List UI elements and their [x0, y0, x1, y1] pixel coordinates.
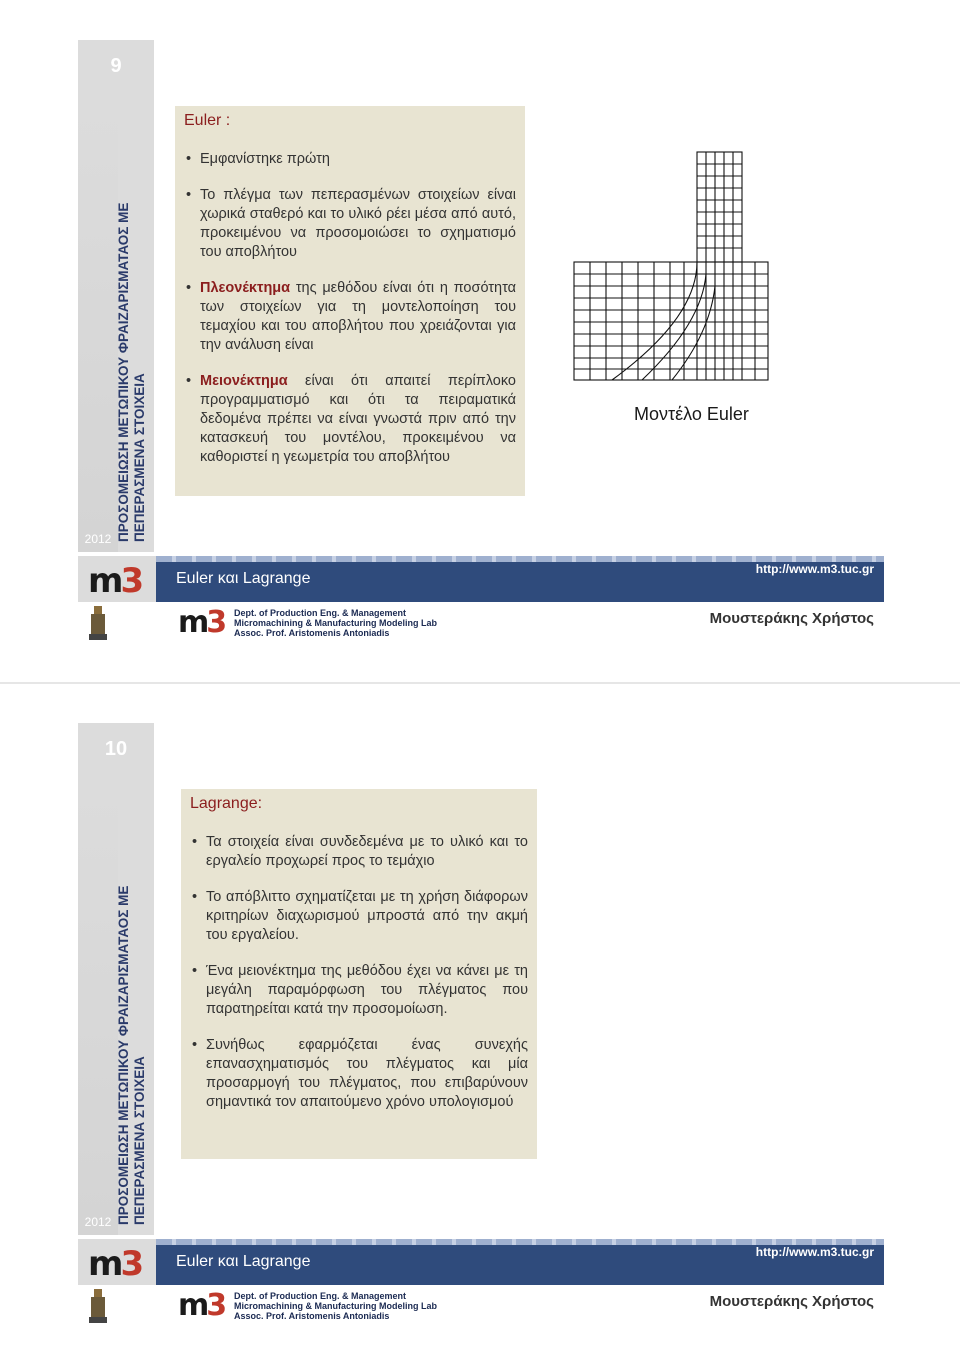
sidebar	[78, 92, 154, 552]
slide-number: 10	[78, 723, 154, 775]
box-title: Lagrange:	[190, 795, 263, 812]
year-label: 2012	[84, 532, 112, 546]
disadvantage-label: Μειονέκτημα	[200, 373, 288, 389]
statue-icon	[88, 604, 108, 640]
footer-credits	[78, 602, 884, 644]
m3-logo: m3	[78, 556, 156, 602]
course-title: ΠΡΟΣΟΜΕΙΩΣΗ ΜΕΤΩΠΙΚΟΥ ΦΡΑΙΖΑΡΙΣΜΑΤΑΟΣ ΜΕ ΠΕΠΕΡΑΣΜΕΝΑ ΣΤΟΙΧΕΙΑ	[116, 202, 147, 542]
footer-bar	[78, 1239, 884, 1285]
bullet-item: • Πλεονέκτημα της μεθόδου είναι ότι η ποσότητα των στοιχείων για τη μοντελοποίηση του τεμαχίου και του αποβλήτου που χρειάζονται για την ανάλυση είναι	[178, 279, 516, 355]
lab-info: Dept. of Production Eng. & Management Micromachining & Manufacturing Modeling Lab Assoc. Prof. Aristomenis Antoniadis	[234, 608, 438, 638]
euler-bullets	[178, 150, 516, 484]
box-title: Euler :	[184, 112, 231, 129]
footer-credits	[78, 1285, 884, 1327]
bullet-item: • Το πλέγμα των πεπερασμένων στοιχείων είναι χωρικά σταθερό και το υλικό ρέει μέσα από αυτό, προκειμένου να προσομοιώσει το σχηματισμό του αποβλήτου	[178, 186, 516, 262]
site-link[interactable]: http://www.m3.tuc.gr	[755, 1245, 874, 1259]
footer-title: Euler και Lagrange	[176, 570, 311, 587]
figure-caption: Μοντέλο Euler	[634, 404, 749, 424]
advantage-label: Πλεονέκτημα	[200, 280, 291, 296]
lagrange-text-box	[181, 789, 537, 1159]
lab-info: Dept. of Production Eng. & Management Micromachining & Manufacturing Modeling Lab Assoc. Prof. Aristomenis Antoniadis	[234, 1291, 438, 1321]
bullet-item: • Το απόβλιττο σχηματίζεται με τη χρήση διάφορων κριτηρίων διαχωρισμού μπροστά από την ακμή του εργαλείου.	[184, 888, 528, 945]
course-title: ΠΡΟΣΟΜΕΙΩΣΗ ΜΕΤΩΠΙΚΟΥ ΦΡΑΙΖΑΡΙΣΜΑΤΑΟΣ ΜΕ ΠΕΠΕΡΑΣΜΕΝΑ ΣΤΟΙΧΕΙΑ	[116, 885, 147, 1225]
statue-icon	[88, 1287, 108, 1323]
bullet-item: • Συνήθως εφαρμόζεται ένας συνεχής επανασχηματισμός του πλέγματος και μία προσαρμογή του πλέγματος, που επιβαρύνουν σημαντικά τον απαιτούμενο χρόνο υπολογισμού	[184, 1036, 528, 1112]
author-name: Μουστεράκης Χρήστος	[709, 610, 874, 627]
author-name: Μουστεράκης Χρήστος	[709, 1293, 874, 1310]
bullet-item: • Ένα μειονέκτημα της μεθόδου έχει να κάνει με τη μεγάλη παραμόρφωση του πλέγματος που παρατηρείται κατά την προσομοίωση.	[184, 962, 528, 1019]
site-link[interactable]: http://www.m3.tuc.gr	[755, 562, 874, 576]
slide-10	[0, 683, 960, 1367]
lagrange-bullets	[184, 833, 528, 1129]
year-label: 2012	[84, 1215, 112, 1229]
bullet-item: • Μειονέκτημα είναι ότι απαιτεί περίπλοκο προγραμματισμό και ότι τα πειραματικά δεδομένα πρέπει να είναι γνωστά πριν από την κατασκευή του μοντέλου, προκειμένου να καθοριστεί η γεωμετρία του αποβλήτου	[178, 372, 516, 467]
bullet-item: • Εμφανίστηκε πρώτη	[178, 150, 516, 169]
footer-title: Euler και Lagrange	[176, 1253, 311, 1270]
euler-text-box	[175, 106, 525, 496]
lab-logo: m3	[178, 1288, 225, 1323]
slide-number: 9	[78, 40, 154, 92]
footer-bar	[78, 556, 884, 602]
lab-logo: m3	[178, 605, 225, 640]
sidebar	[78, 775, 154, 1235]
m3-logo: m3	[78, 1239, 156, 1285]
bullet-item: • Τα στοιχεία είναι συνδεδεμένα με το υλικό και το εργαλείο προχωρεί προς το τεμάχιο	[184, 833, 528, 871]
euler-mesh-figure	[572, 148, 772, 388]
